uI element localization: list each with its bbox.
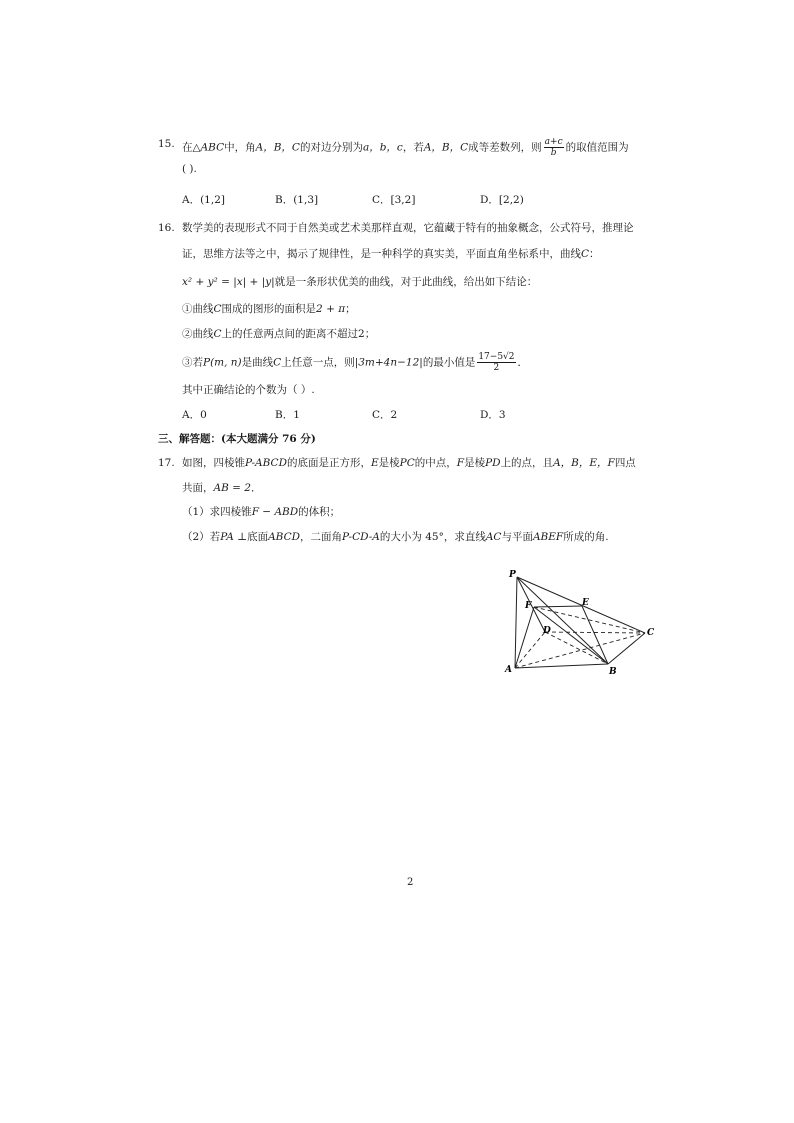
q15-text: 中，角	[224, 141, 256, 154]
q16-point-p: P(m, n)	[203, 356, 242, 369]
q17-pyramid: P-ABCD	[245, 457, 287, 469]
q16-text: ；	[345, 303, 356, 315]
q16-text: ；	[364, 328, 376, 340]
q17-text: 的大小为 45°，求直线	[379, 531, 486, 543]
pyramid-figure	[500, 565, 665, 680]
q16-curve-c: C	[273, 356, 282, 369]
q17-line2	[182, 481, 261, 495]
q17-dihedral: P-CD-A	[342, 531, 380, 543]
q16-distance-value: 2	[358, 328, 365, 340]
q17-text: 的体积；	[298, 506, 341, 518]
q16-curve-c: C	[581, 248, 590, 260]
q15-text: 成等差数列，则	[468, 141, 542, 154]
q16-line1: 数学美的表现形式不同于自然美或艺术美那样直观，它蕴藏于特有的抽象概念，公式符号，推理论	[182, 222, 634, 234]
edge-dc	[545, 632, 645, 633]
q17-text: 四点	[614, 457, 636, 469]
q15-fraction-numerator: a+c	[544, 137, 563, 147]
q17-text: 的中点，	[414, 457, 457, 469]
q15-option-a[interactable]: A．(1,2]	[182, 194, 225, 206]
q17-text: ．	[250, 482, 262, 494]
q17-text: 共面，	[182, 482, 214, 494]
label-a: A	[505, 665, 512, 675]
q17-base: ABCD	[268, 531, 301, 543]
label-b: B	[609, 667, 617, 677]
q15-number: 15.	[158, 138, 175, 150]
q16-number: 16.	[158, 222, 175, 234]
q15-option-b[interactable]: B．(1,3]	[275, 194, 319, 206]
q16-option-c[interactable]: C．2	[372, 409, 398, 421]
edge-ac	[515, 633, 645, 668]
q16-abs-expression: |3m+4n−12|	[354, 356, 423, 369]
q16-text: 上任意一点，则	[281, 356, 355, 369]
q17-part-1	[182, 505, 340, 519]
q15-text: 在△	[182, 141, 201, 154]
q16-min-numerator: 17−5√2	[478, 352, 515, 362]
q17-plane: ABEF	[532, 531, 564, 543]
edge-pa	[515, 577, 517, 668]
q17-text: 的底面是正方形，	[287, 457, 371, 469]
q16-text: 证，思维方法等之中，揭示了规律性，是一种科学的真实美，平面直角坐标系中，曲线	[182, 248, 581, 260]
q17-text: 是棱	[464, 457, 486, 469]
q16-area-value: 2 + π	[316, 303, 346, 315]
edge-db	[545, 632, 608, 664]
q17-point: F	[456, 457, 465, 469]
q16-line2	[182, 247, 600, 261]
q16-curve-c: C	[213, 303, 222, 315]
q17-ab-length: AB = 2	[213, 482, 251, 494]
q16-min-fraction	[477, 352, 515, 373]
edge-af	[515, 607, 534, 668]
q17-text: 所成的角.	[563, 531, 609, 543]
q15-option-c[interactable]: C．[3,2]	[372, 194, 416, 206]
q16-text: 上的任意两点间的距离不超过	[221, 328, 359, 340]
q17-edge: PC	[399, 457, 415, 469]
q17-part-2	[182, 530, 609, 544]
q15-fraction-denominator: b	[550, 148, 557, 158]
q16-text: ：	[589, 248, 600, 260]
q17-number: 17.	[158, 457, 175, 469]
q17-text: （1）求四棱锥	[182, 506, 252, 518]
label-e: E	[582, 598, 589, 608]
label-f: F	[525, 601, 532, 611]
edge-fe	[534, 606, 582, 607]
q16-line3	[182, 275, 537, 289]
q17-perpendicular: PA ⊥	[220, 531, 248, 543]
label-p: P	[509, 570, 516, 580]
q16-text: 就是一条形状优美的曲线，对于此曲线，给出如下结论：	[274, 276, 538, 288]
q15-fraction	[544, 137, 564, 158]
q17-text: 底面	[247, 531, 269, 543]
q16-text: 是曲线	[241, 356, 274, 369]
q16-conclusion-2	[182, 327, 375, 341]
q16-min-denominator: 2	[493, 363, 500, 373]
q17-text: 如图，四棱锥	[182, 457, 245, 469]
edge-ad	[515, 632, 545, 668]
q15-angles: A，B，C	[255, 141, 300, 154]
q16-ask: 其中正确结论的个数为（ ）.	[182, 384, 315, 396]
q17-point: E	[371, 457, 379, 469]
q17-text: 是棱	[378, 457, 400, 469]
q17-points: A，B，E，F	[553, 457, 615, 469]
q17-sub-pyramid: F − ABD	[251, 506, 299, 518]
q17-line-ac: AC	[485, 531, 502, 543]
q16-curve-c: C	[213, 328, 222, 340]
section-heading: 三、解答题：(本大题满分 76 分)	[158, 433, 316, 445]
q16-option-a[interactable]: A．0	[182, 409, 207, 421]
q15-text: ，若	[402, 141, 424, 154]
q15-text: 的取值范围为	[565, 141, 629, 154]
edge-pb	[517, 577, 608, 664]
q17-text: 上的点，且	[500, 457, 554, 469]
q17-edge: PD	[485, 457, 501, 469]
q16-text: ③若	[182, 356, 203, 369]
q17-text: ，二面角	[300, 531, 343, 543]
q16-text: ①曲线	[182, 303, 214, 315]
q17-text: （2）若	[182, 531, 221, 543]
q16-text: 围成的图形的面积是	[221, 303, 317, 315]
page-number: 2	[407, 877, 414, 888]
q16-text: ．	[517, 356, 529, 369]
q16-text: 的最小值是	[422, 356, 476, 369]
q17-line1	[182, 456, 636, 470]
q15-blank: ( ).	[182, 163, 197, 175]
q16-option-d[interactable]: D．3	[480, 409, 506, 421]
label-d: D	[543, 626, 551, 636]
q16-text: ②曲线	[182, 328, 214, 340]
q15-angles: A，B，C	[423, 141, 469, 154]
q15-stem	[182, 137, 629, 158]
q17-text: 与平面	[501, 531, 533, 543]
q16-equation: x² + y² = |x| + |y|	[182, 276, 275, 288]
q16-option-b[interactable]: B．1	[275, 409, 300, 421]
q15-sides: a，b，c	[362, 141, 403, 154]
q15-text: 的对边分别为	[299, 141, 363, 154]
q15-option-d[interactable]: D．[2,2)	[480, 194, 524, 206]
q16-conclusion-3	[182, 352, 528, 373]
q16-conclusion-1	[182, 302, 356, 316]
label-c: C	[647, 628, 655, 638]
q15-triangle: ABC	[200, 141, 225, 154]
edge-pc	[517, 577, 645, 633]
